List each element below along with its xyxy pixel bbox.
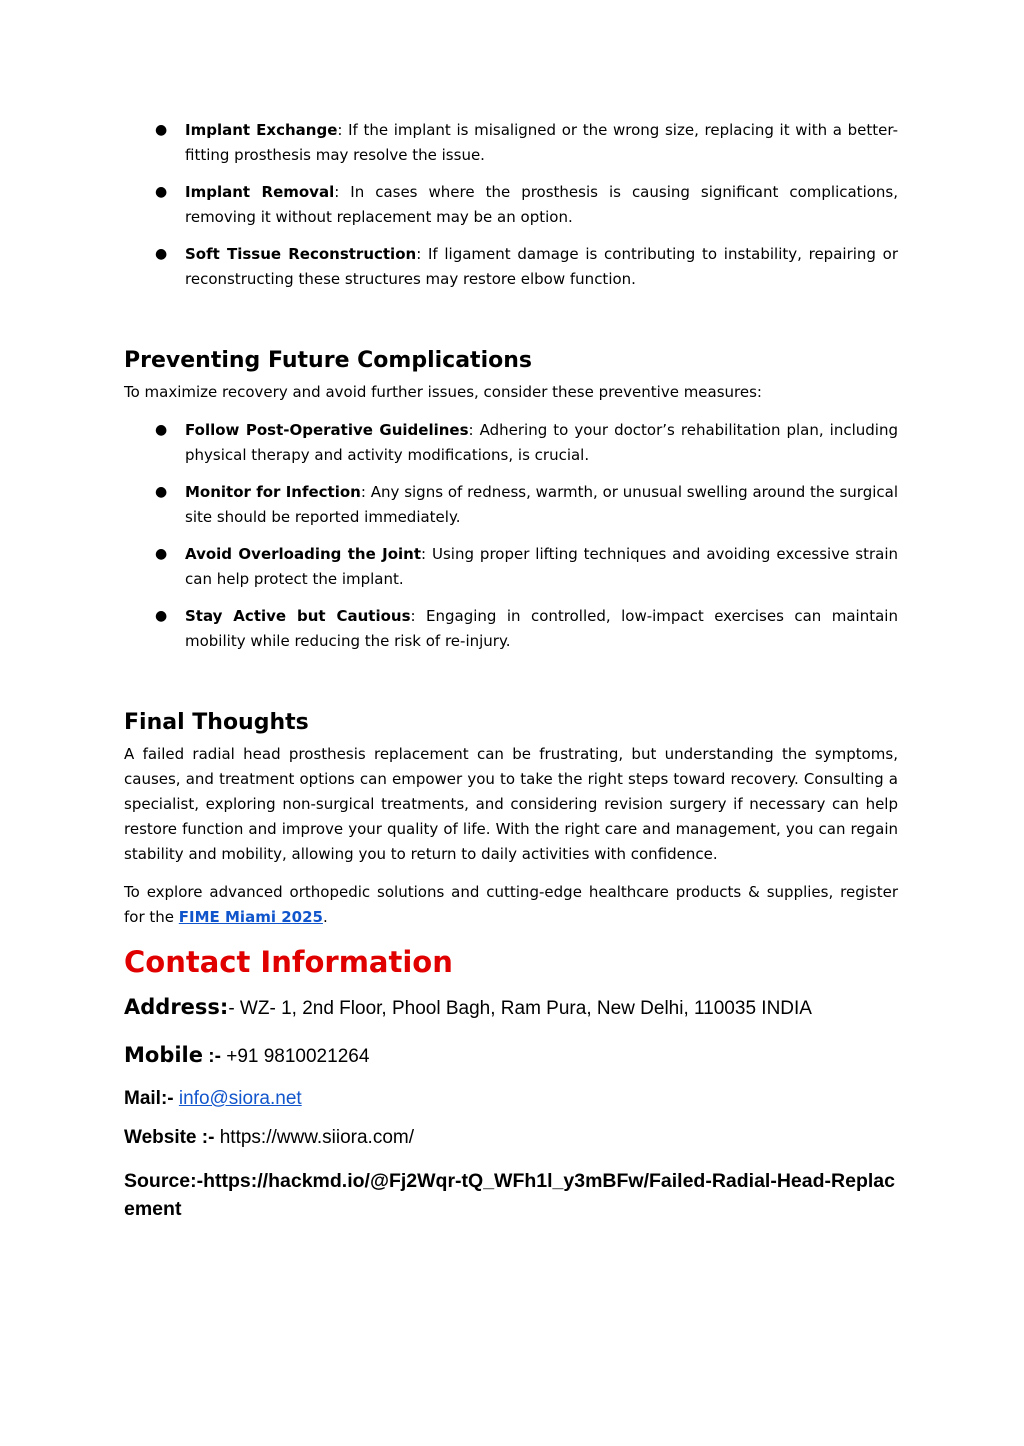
mail-label: Mail:- [124,1088,179,1109]
website-value: https://www.siiora.com/ [219,1127,414,1148]
website-row [124,1125,898,1151]
bullet-icon: ● [155,184,168,200]
section-heading-final: Final Thoughts [124,710,309,735]
bullet-icon: ● [155,608,168,624]
list-item: ● Implant Exchange: If the implant is misaligned or the wrong size, replacing it with a better-fitting prosthesis may resolve the issue. [124,118,898,168]
address-label: Address: [124,995,229,1019]
fime-miami-link[interactable]: FIME Miami 2025 [178,908,323,926]
explore-paragraph: To explore advanced orthopedic solutions and cutting-edge healthcare products & supplies, register for the FIME Miami 2025. [124,883,898,926]
mobile-label: Mobile [124,1043,203,1067]
treatment-list [124,118,898,292]
list-item: ● Avoid Overloading the Joint: Using proper lifting techniques and avoiding excessive strain can help protect the implant. [124,542,898,592]
website-label: Website :- [124,1127,220,1148]
mobile-row: Mobile :- +91 9810021264 [124,1043,370,1067]
contact-heading: Contact Information [124,945,453,979]
list-item: ● Soft Tissue Reconstruction: If ligament damage is contributing to instability, repairing or reconstructing these structures may restore elbow function. [124,242,898,292]
list-item: ● Monitor for Infection: Any signs of redness, warmth, or unusual swelling around the surgical site should be reported immediately. [124,480,898,530]
source-value: -https://hackmd.io/@Fj2Wqr-tQ_WFh1l_y3mBFw/Failed-Radial-Head-Replacement [124,1170,895,1220]
prevent-intro: To maximize recovery and avoid further issues, consider these preventive measures: [124,383,762,401]
source-line [124,1167,898,1223]
bullet-icon: ● [155,246,168,262]
list-item: ● Follow Post-Operative Guidelines: Adhering to your doctor’s rehabilitation plan, including physical therapy and activity modifications, is crucial. [124,418,898,468]
bullet-icon: ● [155,122,168,138]
bullet-icon: ● [155,422,168,438]
list-item: ● Stay Active but Cautious: Engaging in controlled, low-impact exercises can maintain mobility while reducing the risk of re-injury. [124,604,898,654]
address-row [124,994,898,1022]
section-heading-prevent: Preventing Future Complications [124,348,532,373]
bullet-icon: ● [155,546,168,562]
bullet-icon: ● [155,484,168,500]
list-item: ● Implant Removal: In cases where the prosthesis is causing significant complications, removing it without replacement may be an option. [124,180,898,230]
document-page [124,118,898,1223]
address-value: - WZ- 1, 2nd Floor, Phool Bagh, Ram Pura, New Delhi, 110035 INDIA [228,998,812,1019]
source-label: Source: [124,1170,197,1192]
final-paragraph: A failed radial head prosthesis replacement can be frustrating, but understanding the symptoms, causes, and treatment options can empower you to take the right steps toward recovery. Consulting a specialist, exploring non-surgical treatments, and considering revision surgery if necessary can help restore function and improve your quality of life. With the right care and management, you can regain stability and mobility, allowing you to return to daily activities with confidence. [124,745,898,863]
mobile-value: +91 9810021264 [226,1046,370,1067]
mail-row [124,1086,898,1112]
prevent-list [124,418,898,654]
mail-link[interactable]: info@siora.net [178,1088,302,1109]
